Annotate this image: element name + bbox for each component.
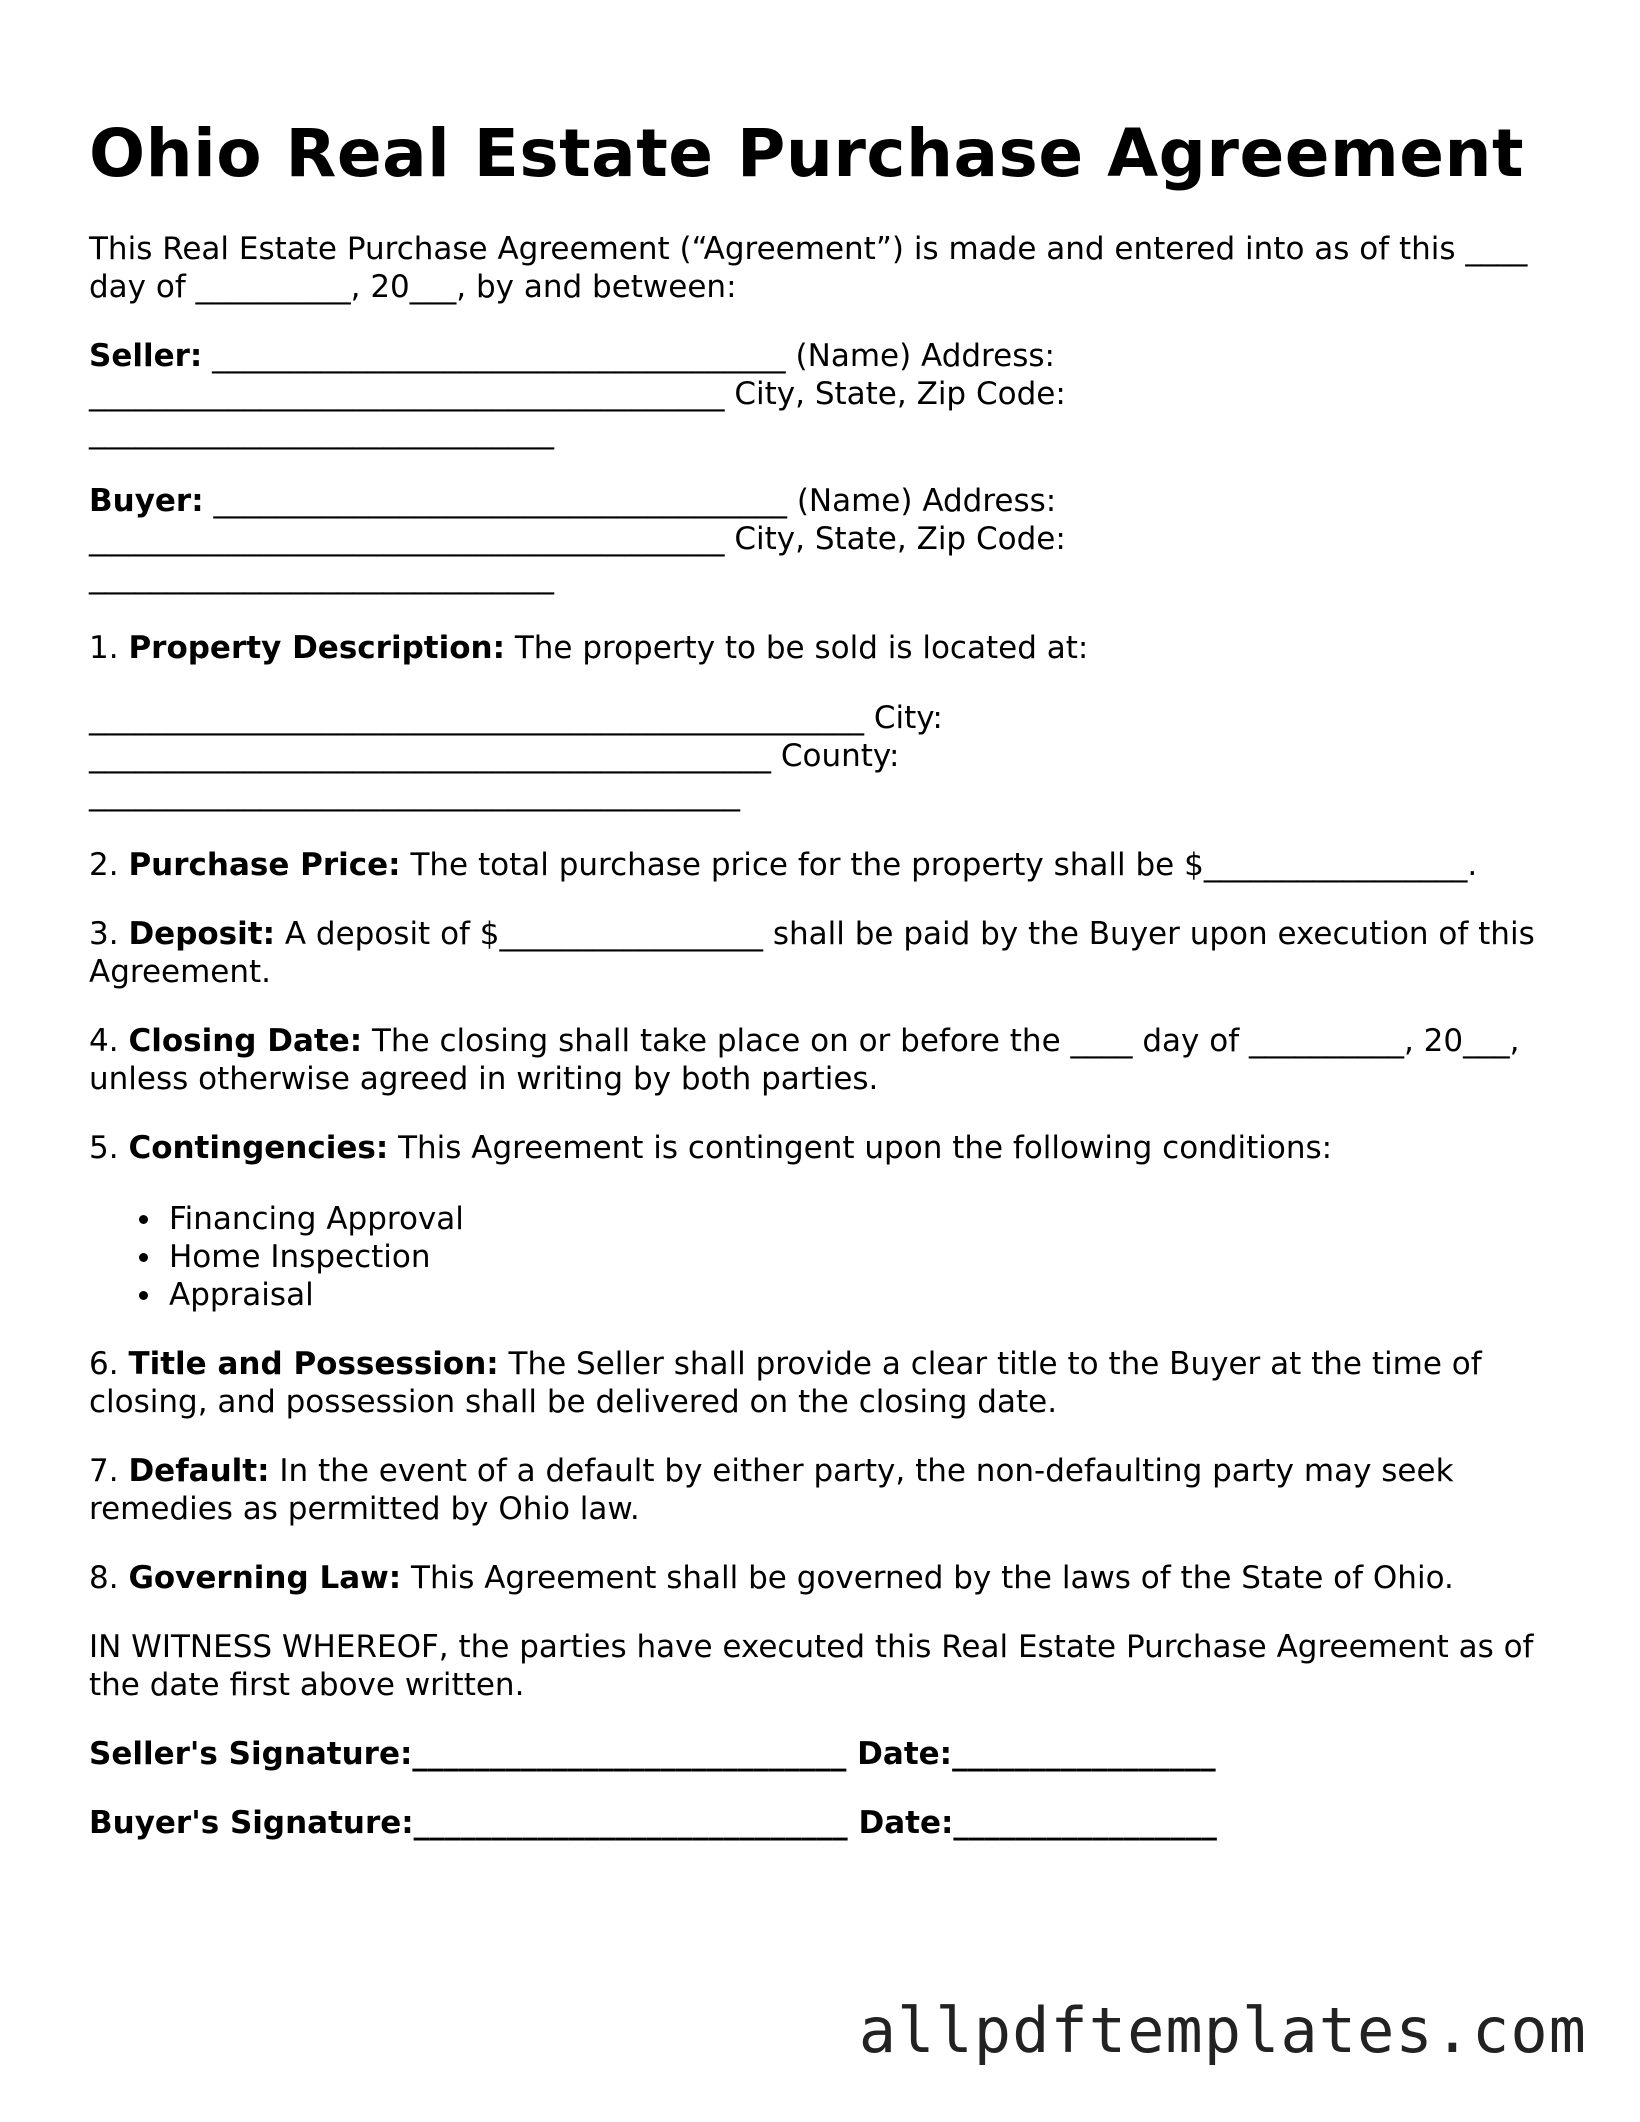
list-item: Home Inspection [169,1238,1569,1276]
section-text: A deposit of $_________________ shall be paid by the Buyer upon execution of this Agreement. [89,916,1545,990]
buyer-signature-line [89,1804,1569,1842]
property-location-lines [89,699,1569,813]
seller-signature-line [89,1735,1569,1773]
seller-signature-label: Seller's Signature:____________________________ Date:_________________ [89,1736,1216,1772]
contingencies-list [89,1200,1569,1314]
section-property-description [89,629,1569,667]
section-number: 8. [89,1560,129,1596]
seller-block [89,337,1569,451]
section-number: 7. [89,1453,129,1489]
section-text: The closing shall take place on or before the ____ day of __________, 20___, unless otherwise agreed in writing by both parties. [89,1023,1530,1097]
footer-brand-watermark: allpdftemplates.com [858,1994,1587,2067]
section-text: The Seller shall provide a clear title to the Buyer at the time of closing, and possession shall be delivered on the closing date. [89,1346,1492,1420]
section-heading: Title and Possession: [128,1346,499,1382]
section-governing-law [89,1559,1569,1597]
list-item: Appraisal [169,1276,1569,1314]
section-heading: Closing Date: [128,1023,363,1059]
document-page [89,114,1569,1842]
section-number: 2. [89,847,129,883]
section-deposit [89,915,1569,991]
property-city-line: ____________________________________________ County: [89,738,900,774]
property-county-line: __________________________________________ [89,776,740,812]
buyer-city-line: ______________________________ [89,559,554,595]
section-title-possession [89,1345,1569,1421]
seller-address-line: _________________________________________ City, State, Zip Code: [89,376,1066,412]
buyer-block [89,482,1569,596]
list-item: Financing Approval [169,1200,1569,1238]
seller-name-line: _____________________________________ (Name) Address: [202,338,1055,374]
section-heading: Governing Law: [128,1560,402,1596]
section-number: 1. [89,630,129,666]
section-purchase-price [89,846,1569,884]
property-address-line: __________________________________________________ City: [89,700,943,736]
section-number: 4. [89,1023,129,1059]
section-number: 6. [89,1346,129,1382]
section-heading: Property Description: [128,630,505,666]
section-heading: Default: [128,1453,270,1489]
witness-paragraph: IN WITNESS WHEREOF, the parties have executed this Real Estate Purchase Agreement as of the date first above written. [89,1629,1544,1703]
buyer-label: Buyer: [89,483,204,519]
buyer-signature-label: Buyer's Signature:____________________________ Date:_________________ [89,1805,1217,1841]
section-text: The total purchase price for the property shall be $_________________. [400,847,1478,883]
section-default [89,1452,1569,1528]
section-number: 3. [89,916,129,952]
section-heading: Deposit: [128,916,275,952]
section-number: 5. [89,1130,129,1166]
section-heading: Contingencies: [128,1130,389,1166]
buyer-name-line: _____________________________________ (Name) Address: [203,483,1057,519]
section-heading: Purchase Price: [128,847,401,883]
section-text: This Agreement is contingent upon the following conditions: [388,1130,1333,1166]
section-text: In the event of a default by either party, the non-defaulting party may seek remedies as permitted by Ohio law. [89,1453,1464,1527]
document-title: Ohio Real Estate Purchase Agreement [89,115,1525,192]
seller-city-line: ______________________________ [89,414,554,450]
section-closing-date [89,1022,1569,1098]
seller-label: Seller: [89,338,203,374]
buyer-address-line: _________________________________________ City, State, Zip Code: [89,521,1066,557]
section-text: The property to be sold is located at: [504,630,1089,666]
section-contingencies [89,1129,1569,1167]
intro-paragraph: This Real Estate Purchase Agreement (“Agreement”) is made and entered into as of this ____ day of __________, 20___, by and between: [89,231,1538,305]
section-text: This Agreement shall be governed by the laws of the State of Ohio. [401,1560,1454,1596]
